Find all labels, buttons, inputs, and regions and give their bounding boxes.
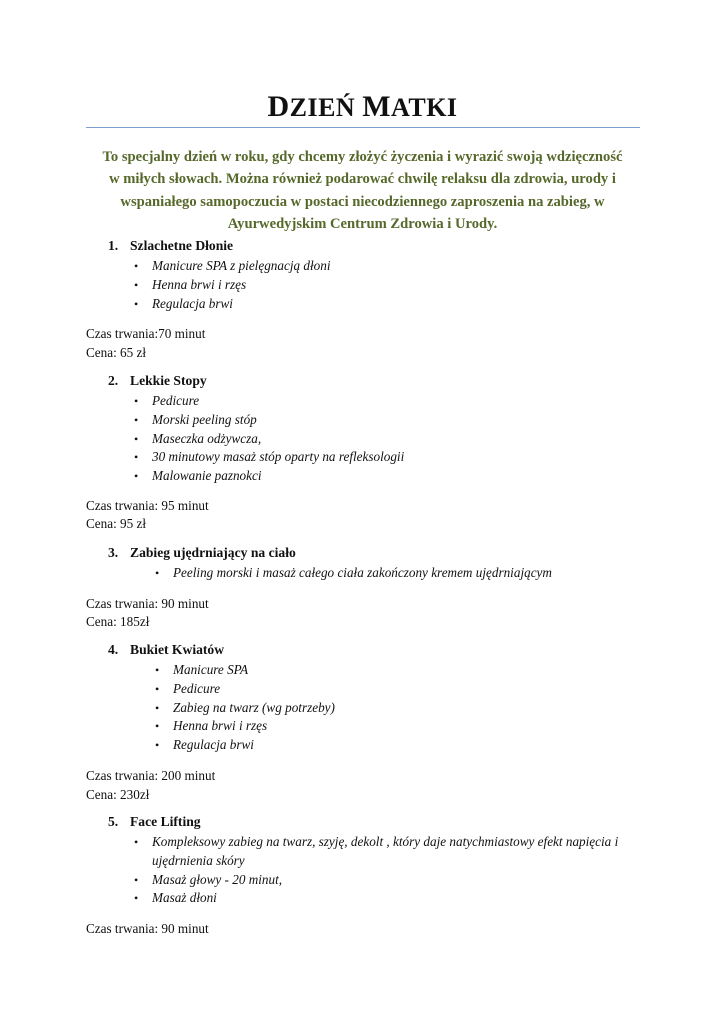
treatment-items [155,564,552,583]
intro-paragraph: To specjalny dzień w roku, gdy chcemy złożyć życzenia i wyrazić swoją wdzięczność w miłych słowach. Można również podarować chwilę relaksu dla zdrowia, urody i wspaniałego samopoczucia w postaci niecodziennego zaproszenia na zabieg, w Ayurwedyjskim Centrum Zdrowia i Urody. [102,149,623,233]
list-item: • Pedicure [152,392,404,411]
list-item: • Malowanie paznokci [152,467,404,486]
title-underline [86,127,640,128]
bullet-icon: • [134,412,139,427]
list-item: • Maseczka odżywcza, [152,430,404,449]
bullet-icon: • [155,719,160,734]
treatment-items [134,392,405,486]
bullet-icon: • [155,738,160,753]
treatment-duration: Czas trwania:70 minut [86,326,206,341]
bullet-icon: • [134,835,139,849]
treatment-price: Cena: 230zł [86,787,150,802]
list-item: • Regulacja brwi [152,295,331,314]
bullet-icon: • [134,296,139,311]
list-item: • Pedicure [173,680,335,699]
treatment-items [134,257,331,313]
list-item: • Henna brwi i rzęs [152,276,331,295]
treatment-number: 1. [108,238,119,253]
treatment-number: 5. [108,814,119,829]
treatment-name: Bukiet Kwiatów [130,642,225,657]
bullet-icon: • [155,700,160,715]
list-item: • Henna brwi i rzęs [173,717,335,736]
treatment-name: Face Lifting [130,814,201,829]
treatment-items [134,833,642,908]
list-item: • Masaż dłoni [152,889,642,908]
list-item: • Peeling morski i masaż całego ciała zakończony kremem ujędrniającym [173,564,552,583]
list-item: • Masaż głowy - 20 minut, [152,871,642,890]
treatment-number: 3. [108,545,119,560]
treatment-number: 4. [108,642,119,657]
treatment-duration: Czas trwania: 200 minut [86,768,216,783]
treatment-name: Zabieg ujędrniający na ciało [130,545,296,560]
bullet-icon: • [134,277,139,292]
bullet-icon: • [155,681,160,696]
bullet-icon: • [134,394,139,408]
list-item: • 30 minutowy masaż stóp oparty na refleksologii [152,448,404,467]
bullet-icon: • [134,872,139,887]
treatment-heading [108,814,201,830]
treatment-heading [108,238,233,254]
bullet-icon: • [134,259,139,273]
treatment-name: Szlachetne Dłonie [130,238,234,253]
treatment-duration: Czas trwania: 95 minut [86,498,209,513]
treatment-heading [108,642,224,658]
bullet-icon: • [155,663,160,677]
list-item: • Manicure SPA [173,661,335,680]
list-item: • Zabieg na twarz (wg potrzeby) [173,699,335,718]
treatment-price: Cena: 95 zł [86,516,147,531]
list-item: • Manicure SPA z pielęgnacją dłoni [152,257,331,276]
bullet-icon: • [134,431,139,446]
list-item: • Kompleksowy zabieg na twarz, szyję, dekolt , który daje natychmiastowy efekt napięcia i ujędrnienia skóry [134,834,619,868]
treatment-heading [108,545,296,561]
bullet-icon: • [134,450,139,465]
treatment-duration: Czas trwania: 90 minut [86,921,209,936]
bullet-icon: • [134,469,139,484]
bullet-icon: • [155,566,160,580]
list-item: • Regulacja brwi [173,736,335,755]
treatment-price: Cena: 185zł [86,614,150,629]
bullet-icon: • [134,891,139,906]
treatment-name: Lekkie Stopy [130,373,207,388]
page-title: DZIEŃ MATKI [267,90,458,123]
treatment-heading [108,373,207,389]
treatment-number: 2. [108,373,119,388]
treatment-price: Cena: 65 zł [86,345,147,360]
treatment-duration: Czas trwania: 90 minut [86,596,209,611]
list-item: • Morski peeling stóp [152,411,404,430]
treatment-items [155,661,335,755]
